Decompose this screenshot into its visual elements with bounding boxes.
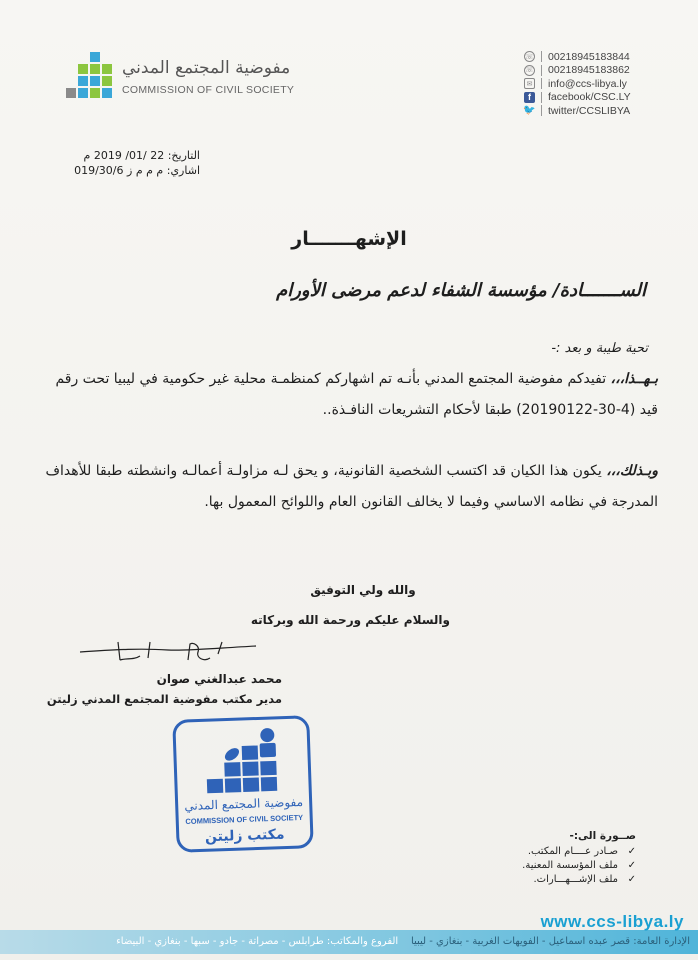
copy-item-text: صـادر عــــام المكتب. [527,845,618,857]
stamp-icon [171,714,316,855]
contact-text: facebook/CSC.LY [548,91,631,104]
contact-text: info@ccs-libya.ly [548,77,627,90]
official-stamp [171,714,316,855]
twitter-icon: 🐦 [523,105,536,117]
phone-icon: ☏ [524,51,535,62]
contact-email [524,77,674,91]
contact-phone-2 [524,64,674,78]
mail-icon: ✉ [524,78,535,89]
copies-heading: صــورة الى:- [569,830,636,842]
paragraph-2 [38,456,658,518]
paragraph-2-lead: وبـذلك،،، [606,463,658,479]
copy-item-text: ملف الإشـــهـــارات. [533,873,618,885]
facebook-icon: f [524,92,535,103]
copy-item [496,858,636,872]
paragraph-2-text: يكون هذا الكيان قد اكتسب الشخصية القانونية، و يحق لـه مزاولـة أعمالـه وانشطته طبقا للأهداف المدرجة في نظامه الاساسي وفيما لا يخالف القانون العام واللوائح المعمول بها. [45,463,658,510]
stamp-arabic-text: مفوضية المجتمع المدني [184,794,304,814]
letter-title: الإشهـــــــار [291,228,407,250]
handwritten-signature [78,638,258,670]
closing-line-1 [0,583,698,597]
paragraph-1 [38,364,658,426]
letter-date: التاريخ: 22 /01/ 2019 م [83,149,200,162]
copy-item-text: ملف المؤسسة المعنية. [522,859,618,871]
footer-website: www.ccs-libya.ly [540,912,684,931]
stamp-office-text: مكتب زليتن [204,826,285,846]
copies-list [496,830,636,886]
footer-addresses [0,932,698,951]
letter-recipient: الســـــــادة/ مؤسسة الشفاء لدعم مرضى الأورام [276,280,646,301]
contact-text: 00218945183844 [548,50,630,63]
logo-english-text: COMMISSION OF CIVIL SOCIETY [122,84,295,96]
signatory-name: محمد عبدالغني صوان [156,672,282,686]
paragraph-1-lead: بـهــذا،،، [610,371,658,387]
phone-icon: ☏ [524,65,535,76]
footer-hq: الإدارة العامة: قصر عبده اسماعيل - الفويهات الغربية - بنغازي - ليبيا [410,936,690,947]
contact-text: 00218945183862 [548,64,630,77]
check-icon: ✓ [627,859,636,871]
contact-twitter [524,104,674,118]
letter-reference: اشاري: م م م ز 019/30/6 [74,164,200,177]
logo-arabic-text: مفوضية المجتمع المدني [122,58,291,78]
contact-list [524,50,674,118]
letter-greeting: تحية طيبة و بعد :- [551,341,648,356]
logo-squares-icon [66,52,114,100]
contact-phone-1 [524,50,674,64]
closing-line-2: والسلام عليكم ورحمة الله وبركاته [250,613,450,627]
date-reference [68,148,200,178]
signatory-title: مدير مكتب مفوضية المجتمع المدني زليتن [46,692,282,706]
closing-line-1-text: والله ولي التوفيق [310,583,416,597]
copy-item [496,872,636,886]
check-icon: ✓ [627,845,636,857]
paragraph-1-text: تفيدكم مفوضية المجتمع المدني بأنـه تم اشهاركم كمنظمـة محلية غير حكومية في ليبيا تحت رقم قيد (4-30-20190122) طبقا لأحكام التشريعات النافـذة.. [55,371,658,418]
ccs-logo [66,52,306,104]
letterhead-footer [0,908,698,960]
stamp-english-text: COMMISSION OF CIVIL SOCIETY [185,812,304,827]
check-icon: ✓ [627,873,636,885]
contact-text: twitter/CCSLIBYA [548,104,631,117]
contact-facebook [524,91,674,105]
copy-item [496,844,636,858]
footer-branches: الفروع والمكاتب: طرابلس - مصراتة - جادو - سبها - بنغازي - البيضاء [116,936,399,947]
